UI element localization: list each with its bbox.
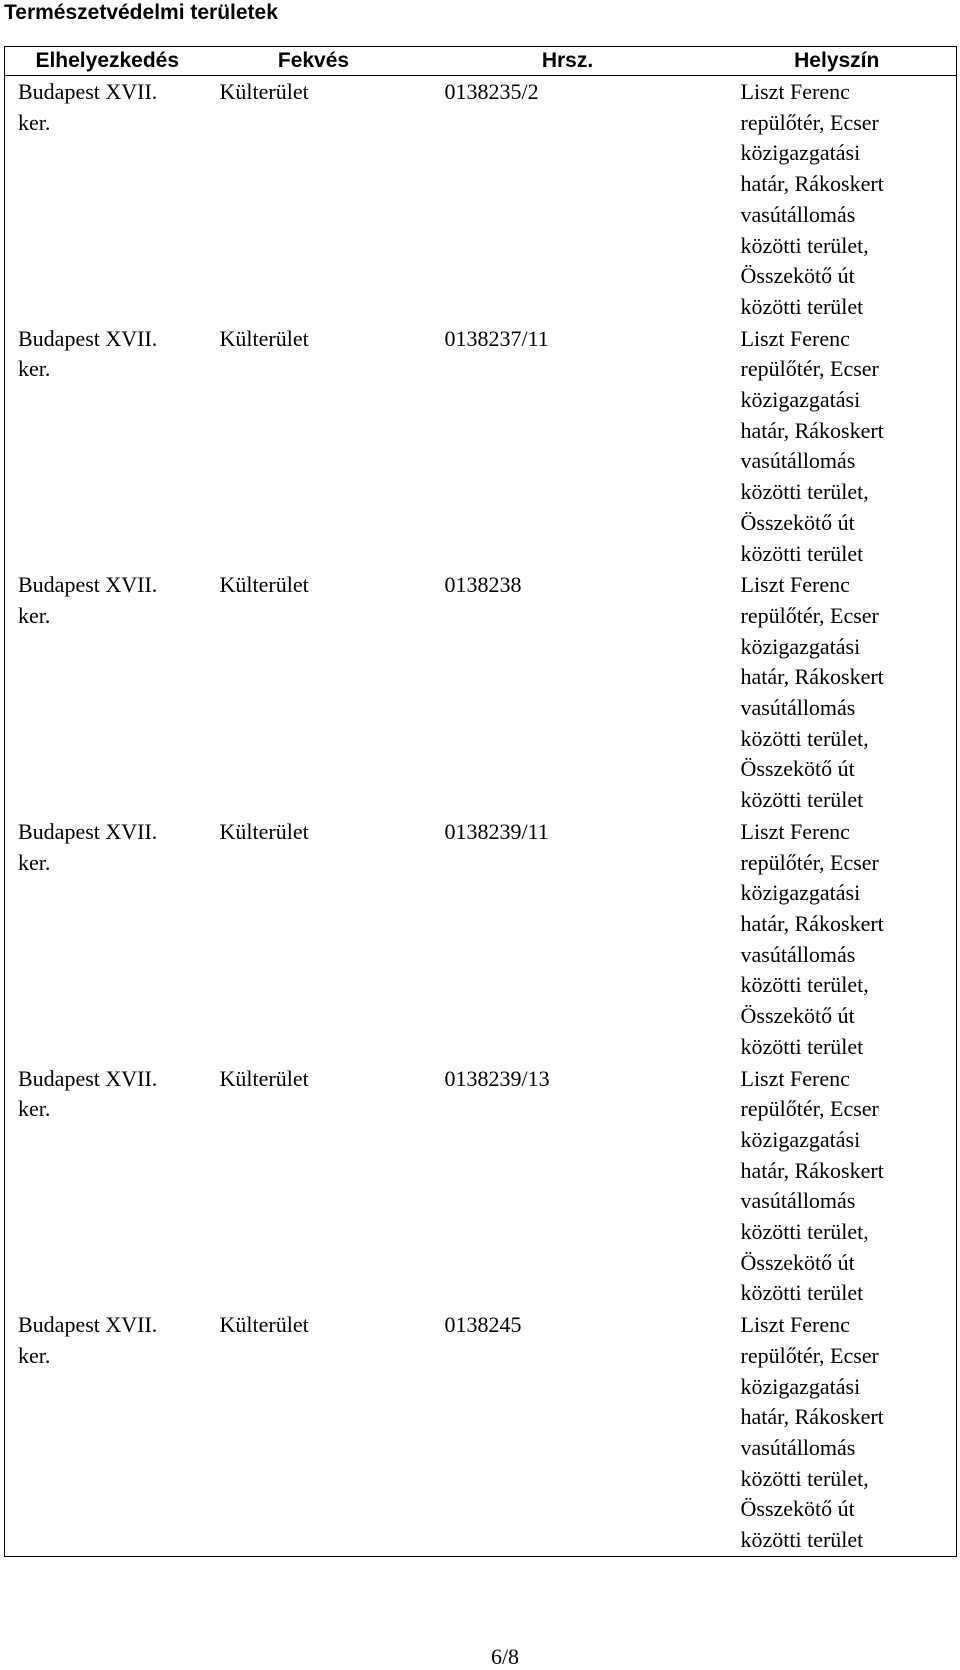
location-line: ker. [18, 602, 51, 628]
location-line: Budapest XVII. [18, 1312, 158, 1338]
place-line: közötti terület, [740, 725, 869, 751]
place-line: közötti terület [740, 1527, 864, 1553]
cell-place [718, 1063, 957, 1310]
place-line: repülőtér, Ecser [740, 109, 879, 135]
place-line: közigazgatási [740, 1126, 861, 1152]
location-line: Budapest XVII. [18, 1065, 158, 1091]
place-line: határ, Rákoskert [740, 171, 884, 197]
place-line: Összekötő út [740, 756, 855, 782]
place-line: közigazgatási [740, 633, 861, 659]
cell-lie: Külterület [219, 572, 309, 598]
place-line: Összekötő út [740, 1249, 855, 1275]
table-row [5, 1309, 957, 1556]
header-hrsz: Hrsz. [418, 47, 718, 76]
cell-hrsz: 0138245 [418, 1309, 718, 1556]
table-row [5, 323, 957, 570]
cell-location [5, 1063, 210, 1310]
place-line: repülőtér, Ecser [740, 849, 879, 875]
cell-location [5, 76, 210, 323]
cell-lie: Külterület [210, 1309, 418, 1556]
cell-place [718, 569, 957, 816]
location-line: ker. [18, 849, 51, 875]
place-line: közötti terület [740, 1280, 864, 1306]
place-line: vasútállomás [740, 941, 856, 967]
place-line: közötti terület, [740, 1465, 869, 1491]
place-line: közötti terület, [740, 972, 869, 998]
location-line: ker. [18, 109, 51, 135]
nature-areas-table-wrapper [4, 46, 956, 1557]
cell-location [5, 569, 210, 816]
table-row [5, 816, 957, 1063]
cell-hrsz: 0138237/11 [444, 325, 549, 351]
place-line: repülőtér, Ecser [740, 1096, 879, 1122]
place-line: határ, Rákoskert [740, 1157, 884, 1183]
cell-place [718, 323, 957, 570]
location-line: Budapest XVII. [18, 572, 158, 598]
place-line: Összekötő út [740, 1003, 855, 1029]
place-line: vasútállomás [740, 695, 856, 721]
place-line: Liszt Ferenc [740, 572, 850, 598]
place-line: közigazgatási [740, 387, 861, 413]
place-line: vasútállomás [740, 1188, 856, 1214]
cell-location [5, 816, 210, 1063]
cell-location [5, 1309, 210, 1556]
table-row [5, 76, 957, 323]
place-line: Liszt Ferenc [740, 1065, 850, 1091]
place-line: közötti terület [740, 540, 864, 566]
cell-hrsz: 0138238 [444, 572, 522, 598]
cell-lie: Külterület [219, 325, 309, 351]
location-line: ker. [18, 356, 51, 382]
place-line: közötti terület, [740, 1219, 869, 1245]
table-header-row [5, 47, 957, 76]
cell-place [718, 816, 957, 1063]
location-line: ker. [18, 1096, 51, 1122]
place-line: közigazgatási [740, 1373, 861, 1399]
location-line: Budapest XVII. [18, 325, 158, 351]
cell-lie: Külterület [219, 818, 309, 844]
location-line: Budapest XVII. [18, 818, 158, 844]
place-line: határ, Rákoskert [740, 910, 884, 936]
place-line: közötti terület, [740, 479, 869, 505]
place-line: repülőtér, Ecser [740, 1342, 879, 1368]
place-line: Liszt Ferenc [740, 818, 850, 844]
place-line: közötti terület [740, 1033, 864, 1059]
place-line: határ, Rákoskert [740, 664, 884, 690]
page-number: 6/8 [490, 1644, 520, 1669]
cell-lie: Külterület [219, 1065, 309, 1091]
place-line: vasútállomás [740, 1434, 856, 1460]
cell-lie: Külterület [219, 79, 309, 104]
place-line: Összekötő út [740, 1496, 855, 1522]
table-row [5, 569, 957, 816]
place-line: Liszt Ferenc [740, 79, 850, 104]
cell-hrsz: 0138235/2 [444, 79, 539, 104]
place-line: közigazgatási [740, 140, 861, 166]
place-line: Összekötő út [740, 263, 855, 289]
document-title: Természetvédelmi területek [4, 1, 278, 24]
cell-hrsz: 0138239/13 [444, 1065, 550, 1091]
table-body [5, 76, 957, 1557]
place-line: repülőtér, Ecser [740, 356, 879, 382]
cell-place [718, 1309, 957, 1556]
location-line: ker. [18, 1342, 51, 1368]
location-line: Budapest XVII. [18, 79, 158, 104]
cell-location [5, 323, 210, 570]
place-line: Liszt Ferenc [740, 325, 850, 351]
place-line: közötti terület [740, 787, 864, 813]
header-location: Elhelyezkedés [5, 47, 210, 76]
place-line: határ, Rákoskert [740, 1404, 884, 1430]
place-line: közötti terület [740, 293, 864, 319]
place-line: határ, Rákoskert [740, 417, 884, 443]
place-line: vasútállomás [740, 448, 856, 474]
cell-place [718, 76, 957, 323]
place-line: repülőtér, Ecser [740, 602, 879, 628]
place-line: Összekötő út [740, 509, 855, 535]
place-line: Liszt Ferenc [740, 1312, 850, 1338]
place-line: vasútállomás [740, 201, 856, 227]
place-line: közötti terület, [740, 232, 869, 258]
place-line: közigazgatási [740, 880, 861, 906]
header-lie: Fekvés [210, 47, 418, 76]
header-place: Helyszín [718, 47, 957, 76]
cell-hrsz: 0138239/11 [444, 818, 549, 844]
table-row [5, 1063, 957, 1310]
nature-areas-table [4, 46, 957, 1557]
